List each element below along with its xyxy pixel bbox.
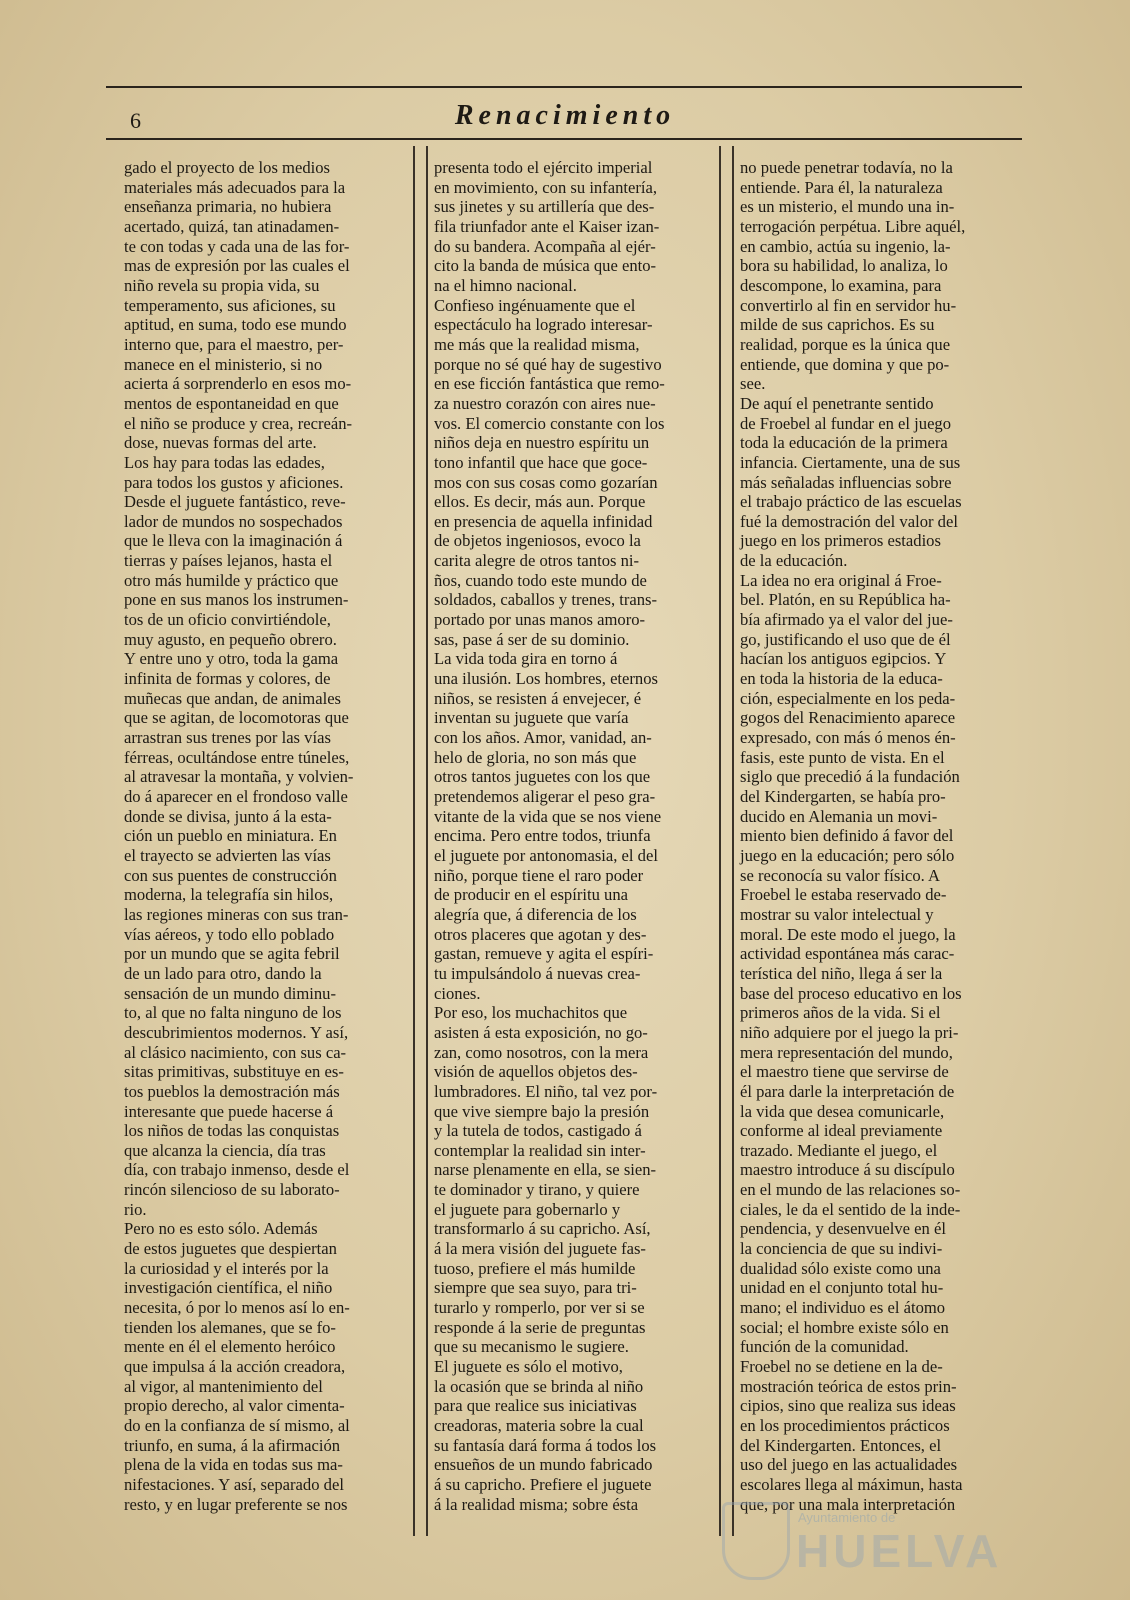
text-line: presenta todo el ejército imperial [434, 158, 653, 177]
text-line: visión de aquellos objetos des- [434, 1062, 638, 1082]
text-line: convertirlo al fin en servidor hu- [740, 295, 957, 315]
text-line: ciales, le da el sentido de la inde- [740, 1199, 961, 1219]
text-line: pretendemos aligerar el peso gra- [434, 787, 656, 806]
text-line: para todos los gustos y aficiones. [124, 472, 344, 492]
text-line: con los años. Amor, vanidad, an- [434, 728, 652, 748]
text-line: niños deja en nuestro espíritu un [434, 433, 650, 453]
text-line: por un mundo que se agita febril [124, 944, 340, 964]
text-line: función de la comunidad. [740, 1337, 909, 1357]
text-line: tos pueblos la demostración más [124, 1081, 340, 1101]
text-line: en ese ficción fantástica que remo- [434, 374, 665, 394]
watermark-big-text: HUELVA [796, 1525, 1003, 1577]
text-line: infancia. Ciertamente, una de sus [740, 452, 961, 472]
text-line: tuoso, prefiere el más humilde [434, 1258, 636, 1278]
text-line: de objetos ingeniosos, evoco la [434, 531, 641, 551]
column-divider-1b [426, 146, 428, 1536]
text-line: al vigor, al mantenimiento del [124, 1376, 323, 1396]
masthead-title: Renacimiento [454, 100, 676, 131]
text-line: portado por unas manos amoro- [434, 610, 646, 630]
text-line: á la mera visión del juguete fas- [434, 1239, 646, 1259]
text-line: gado el proyecto de los medios [124, 158, 330, 177]
text-line: niño, porque tiene el raro poder [434, 865, 644, 885]
text-line: plena de la vida en todas sus ma- [124, 1455, 343, 1475]
text-line: carita alegre de otros tantos ni- [434, 551, 640, 571]
text-line: de un lado para otro, dando la [124, 963, 322, 983]
column-divider-2 [719, 146, 721, 1536]
text-line: vos. El comercio constante con los [434, 413, 665, 433]
text-line: muñecas que andan, de animales [124, 688, 342, 708]
text-line: en el mundo de las relaciones so- [740, 1180, 961, 1200]
text-line: niño revela su propia vida, su [124, 275, 320, 295]
text-line: tos de un oficio convirtiéndole, [124, 610, 331, 630]
text-line: uso del juego en las actualidades [740, 1455, 958, 1475]
text-line: muy agusto, en pequeño obrero. [124, 629, 337, 649]
text-line: maestro introduce á su discípulo [740, 1160, 955, 1180]
text-line: tierras y países lejanos, hasta el [124, 551, 333, 571]
text-line: mos con sus cosas como gozarían [434, 472, 658, 492]
text-line: se reconocía su valor físico. A [740, 865, 940, 885]
text-line: La idea no era original á Froe- [740, 570, 942, 590]
text-line: mera representación del mundo, [740, 1042, 953, 1062]
text-line: zan, como nosotros, con la mera [434, 1042, 649, 1062]
text-line: arrastran sus trenes por las vías [124, 728, 331, 748]
text-line: ensueños de un mundo fabricado [434, 1455, 653, 1475]
text-line: necesita, ó por lo menos así lo en- [124, 1298, 350, 1318]
text-line: siglo que precedió á la fundación [740, 767, 960, 787]
header-rule [106, 138, 1022, 140]
text-line: acertado, quizá, tan atinadamen- [124, 216, 340, 236]
text-line: otros placeres que agotan y des- [434, 924, 647, 944]
text-line: en cambio, actúa su ingenio, la- [740, 236, 951, 256]
text-line: rincón silencioso de su laborato- [124, 1180, 340, 1200]
text-line: materiales más adecuados para la [124, 177, 346, 197]
text-column-1 [124, 158, 406, 1514]
text-line: vitante de la vida que se nos viene [434, 806, 662, 826]
text-line: encima. Pero entre todos, triunfa [434, 826, 651, 846]
text-line: cito la banda de música que ento- [434, 256, 657, 276]
text-line: bía afirmado ya el valor del jue- [740, 610, 953, 630]
text-line: sas, pase á ser de su dominio. [434, 629, 630, 649]
text-line: porque no sé qué hay de sugestivo [434, 354, 662, 374]
text-line: en presencia de aquella infinidad [434, 511, 653, 531]
text-line: sensación de un mundo diminu- [124, 983, 336, 1003]
text-line: social; el hombre existe sólo en [740, 1317, 949, 1337]
text-line: con sus puentes de construcción [124, 865, 337, 885]
text-line: juego en los primeros estadios [740, 531, 941, 551]
text-line: tienden los alemanes, que se fo- [124, 1317, 336, 1337]
text-line: pone en sus manos los instrumen- [124, 590, 349, 610]
text-line: siempre que sea suyo, para tri- [434, 1278, 637, 1298]
library-watermark [722, 1496, 1082, 1580]
text-line: mostración teórica de estos prin- [740, 1376, 957, 1396]
text-line: cipios, sino que realiza sus ideas [740, 1396, 956, 1416]
text-line: gastan, remueve y agita el espíri- [434, 944, 654, 964]
text-line: contemplar la realidad sin inter- [434, 1140, 646, 1160]
text-line: moral. De este modo el juego, la [740, 924, 956, 944]
text-line: to, al que no falta ninguno de los [124, 1003, 342, 1023]
text-line: descompone, lo examina, para [740, 275, 942, 295]
text-line: Froebel le estaba reservado de- [740, 885, 947, 905]
text-line: de producir en el espíritu una [434, 885, 628, 905]
text-line: que se agitan, de locomotoras que [124, 708, 349, 728]
text-line: tono infantil que hace que goce- [434, 452, 648, 472]
text-line: ducido en Alemania un movi- [740, 806, 938, 826]
text-line: lumbradores. El niño, tal vez por- [434, 1081, 658, 1101]
text-line: te dominador y tirano, y quiere [434, 1180, 640, 1200]
text-line: dualidad sólo existe como una [740, 1258, 941, 1278]
text-line: Confieso ingénuamente que el [434, 295, 636, 315]
text-line: Pero no es esto sólo. Además [124, 1219, 318, 1239]
text-line: la vida que desea comunicarle, [740, 1101, 945, 1121]
text-line: al atravesar la montaña, y volvien- [124, 767, 354, 787]
text-line: asisten á esta exposición, no go- [434, 1022, 648, 1042]
text-line: milde de sus caprichos. Es su [740, 315, 935, 335]
text-line: sitas primitivas, substituye en es- [124, 1062, 344, 1082]
text-line: dose, nuevas formas del arte. [124, 433, 317, 453]
text-line: á su capricho. Prefiere el juguete [434, 1474, 652, 1494]
text-line: la curiosidad y el interés por la [124, 1258, 329, 1278]
text-line: otros tantos juguetes con los que [434, 767, 651, 787]
text-line: enseñanza primaria, no hubiera [124, 197, 332, 217]
text-line: creadoras, materia sobre la cual [434, 1416, 644, 1435]
text-line: bel. Platón, en su República ha- [740, 590, 951, 610]
text-line: el juguete para gobernarlo y [434, 1199, 621, 1219]
text-line: mano; el individuo es el átomo [740, 1298, 946, 1318]
text-line: del Kindergarten. Entonces, el [740, 1435, 942, 1455]
text-line: nifestaciones. Y así, separado del [124, 1474, 344, 1494]
text-line: la conciencia de que su indivi- [740, 1239, 943, 1259]
text-line: descubrimientos modernos. Y así, [124, 1022, 349, 1042]
text-line: za nuestro corazón con aires nue- [434, 393, 656, 413]
text-line: base del proceso educativo en los [740, 983, 962, 1003]
text-line: manece en el ministerio, si no [124, 354, 323, 374]
text-line: el niño se produce y crea, recreán- [124, 413, 353, 433]
text-line: Por eso, los muchachitos que [434, 1003, 628, 1023]
text-line: fué la demostración del valor del [740, 511, 958, 531]
text-line: trazado. Mediante el juego, el [740, 1140, 938, 1160]
text-line: férreas, ocultándose entre túneles, [124, 747, 350, 767]
text-line: Desde el juguete fantástico, reve- [124, 492, 346, 512]
text-line: mente en él el elemento heróico [124, 1337, 336, 1357]
text-line: ción, especialmente en los peda- [740, 688, 956, 708]
text-line: el trayecto se advierten las vías [124, 845, 331, 865]
text-line: inventan su juguete que varía [434, 708, 629, 728]
watermark-small-text: Ayuntamiento de [798, 1510, 896, 1525]
text-line: de estos juguetes que despiertan [124, 1239, 337, 1259]
text-line: alegría que, á diferencia de los [434, 904, 637, 924]
text-line: La vida toda gira en torno á [434, 649, 618, 669]
text-line: terrogación perpétua. Libre aquél, [740, 216, 966, 236]
text-line: no puede penetrar todavía, no la [740, 158, 953, 177]
text-line: Froebel no se detiene en la de- [740, 1357, 943, 1377]
text-line: más señaladas influencias sobre [740, 472, 952, 492]
column-divider-1 [413, 146, 415, 1536]
text-column-3 [740, 158, 1022, 1514]
text-line: escolares llega al máximun, hasta [740, 1474, 963, 1494]
text-line: De aquí el penetrante sentido [740, 393, 934, 413]
text-line: terística del niño, llega á ser la [740, 963, 943, 983]
text-line: á la realidad misma; sobre ésta [434, 1494, 639, 1514]
text-line: que impulsa á la acción creadora, [124, 1357, 346, 1377]
text-line: gogos del Renacimiento aparece [740, 708, 956, 728]
text-line: los niños de todas las conquistas [124, 1121, 340, 1141]
text-line: niño adquiere por el juego la pri- [740, 1022, 959, 1042]
text-line: transformarlo á su capricho. Así, [434, 1219, 651, 1239]
text-line: es un misterio, el mundo una in- [740, 197, 955, 217]
text-line: que le lleva con la imaginación á [124, 531, 343, 551]
text-line: que su mecanismo le sugiere. [434, 1337, 629, 1357]
text-line: expresado, con más ó menos én- [740, 728, 956, 748]
text-line: ños, cuando todo este mundo de [434, 570, 647, 590]
text-line: el juguete por antonomasia, el del [434, 845, 658, 865]
text-line: resto, y en lugar preferente se nos [124, 1494, 348, 1514]
text-line: mas de expresión por las cuales el [124, 256, 350, 276]
text-line: rio. [124, 1199, 147, 1219]
text-line: de Froebel al fundar en el juego [740, 413, 952, 433]
text-line: triunfo, en suma, á la afirmación [124, 1435, 341, 1455]
text-line: do su bandera. Acompaña al ejér- [434, 236, 656, 256]
column-divider-2b [732, 146, 734, 1536]
text-line: na el himno nacional. [434, 275, 577, 295]
text-line: moderna, la telegrafía sin hilos, [124, 885, 334, 905]
text-line: donde se divisa, junto á la esta- [124, 806, 332, 826]
text-line: su fantasía dará forma á todos los [434, 1435, 657, 1455]
text-line: El juguete es sólo el motivo, [434, 1357, 623, 1377]
text-line: soldados, caballos y trenes, trans- [434, 590, 658, 610]
text-line: mentos de espontaneidad en que [124, 393, 339, 413]
text-line: fasis, este punto de vista. En el [740, 747, 945, 767]
text-line: unidad en el conjunto total hu- [740, 1278, 944, 1298]
text-line: lador de mundos no sospechados [124, 511, 343, 531]
text-line: narse plenamente en ella, se sien- [434, 1160, 657, 1180]
text-line: ción un pueblo en miniatura. En [124, 826, 337, 846]
text-line: propio derecho, al valor cimenta- [124, 1396, 345, 1416]
text-column-2 [434, 158, 714, 1514]
text-line: sus jinetes y su artillería que des- [434, 197, 655, 217]
text-line: primeros años de la vida. Si el [740, 1003, 941, 1023]
text-line: espectáculo ha logrado interesar- [434, 315, 653, 335]
text-line: en toda la historia de la educa- [740, 669, 943, 689]
text-line: día, con trabajo inmenso, desde el [124, 1160, 350, 1180]
text-line: otro más humilde y práctico que [124, 570, 339, 590]
text-line: infinita de formas y colores, de [124, 669, 331, 689]
text-line: conforme al ideal previamente [740, 1121, 943, 1141]
text-line: la ocasión que se brinda al niño [434, 1376, 644, 1396]
text-line: pendencia, y desenvuelve en él [740, 1219, 946, 1239]
text-line: bora su habilidad, lo analiza, lo [740, 256, 948, 276]
text-line: las regiones mineras con sus tran- [124, 904, 349, 924]
text-line: investigación científica, el niño [124, 1278, 333, 1298]
text-line: del Kindergarten, se había pro- [740, 787, 946, 806]
text-line: responde á la serie de preguntas [434, 1317, 646, 1337]
text-line: miento bien definido á favor del [740, 826, 954, 846]
text-line: él para darle la interpretación de [740, 1081, 955, 1101]
text-line: turarlo y romperlo, por ver si se [434, 1298, 645, 1318]
text-line: interno que, para el maestro, per- [124, 334, 344, 354]
text-line: el maestro tiene que servirse de [740, 1062, 949, 1082]
text-line: ellos. Es decir, más aun. Porque [434, 492, 646, 512]
text-line: que, por una mala interpretación [740, 1494, 956, 1514]
text-line: do á aparecer en el frondoso valle [124, 787, 348, 806]
text-line: para que realice sus iniciativas [434, 1396, 637, 1416]
text-line: en los procedimientos prácticos [740, 1416, 950, 1435]
text-line: go, justificando el uso que de él [740, 629, 951, 649]
text-line: see. [740, 374, 766, 394]
text-line: niños, se resisten á envejecer, é [434, 688, 642, 708]
text-line: Los hay para todas las edades, [124, 452, 325, 472]
text-line: realidad, porque es la única que [740, 334, 951, 354]
text-line: me más que la realidad misma, [434, 334, 640, 354]
text-line: acierta á sorprenderlo en esos mo- [124, 374, 352, 394]
top-rule [106, 86, 1022, 88]
text-line: al clásico nacimiento, con sus ca- [124, 1042, 347, 1062]
text-line: fila triunfador ante el Kaiser izan- [434, 216, 660, 236]
text-line: de la educación. [740, 551, 848, 571]
text-line: que vive siempre bajo la presión [434, 1101, 650, 1121]
text-line: una ilusión. Los hombres, eternos [434, 669, 658, 689]
text-line: toda la educación de la primera [740, 433, 948, 453]
text-line: el trabajo práctico de las escuelas [740, 492, 962, 512]
text-line: interesante que puede hacerse á [124, 1101, 334, 1121]
text-line: te con todas y cada una de las for- [124, 236, 350, 256]
text-line: entiende, que domina y que po- [740, 354, 950, 374]
text-line: ciones. [434, 983, 481, 1003]
text-line: entiende. Para él, la naturaleza [740, 177, 943, 197]
text-line: actividad espontánea más carac- [740, 944, 955, 964]
page-number: 6 [130, 108, 141, 133]
text-line: juego en la educación; pero sólo [740, 845, 955, 865]
text-line: y la tutela de todos, castigado á [434, 1121, 642, 1141]
text-line: temperamento, sus aficiones, su [124, 295, 336, 315]
text-line: hacían los antiguos egipcios. Y [740, 649, 947, 669]
coat-of-arms-icon [722, 1502, 790, 1580]
text-line: do en la confianza de sí mismo, al [124, 1416, 350, 1435]
text-line: que alcanza la ciencia, día tras [124, 1140, 326, 1160]
text-line: Y entre uno y otro, toda la gama [124, 649, 339, 669]
text-line: aptitud, en suma, todo ese mundo [124, 315, 347, 335]
text-line: mostrar su valor intelectual y [740, 904, 934, 924]
text-line: vías aéreos, y todo ello poblado [124, 924, 335, 944]
text-line: helo de gloria, no son más que [434, 747, 637, 767]
text-line: tu impulsándolo á nuevas crea- [434, 963, 641, 983]
text-line: en movimiento, con su infantería, [434, 177, 658, 197]
